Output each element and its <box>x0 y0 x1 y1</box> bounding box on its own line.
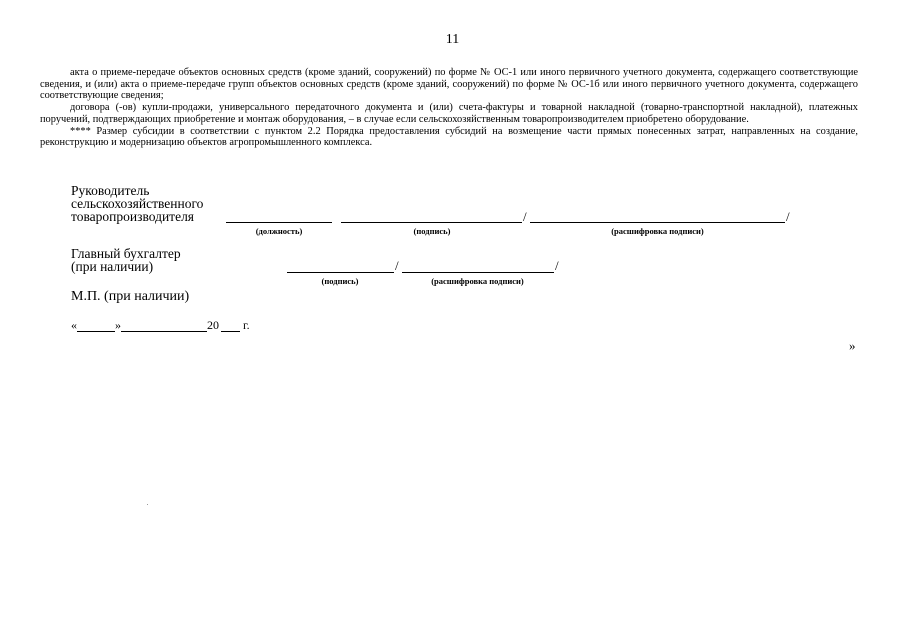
head-caption-position: (должность) <box>255 226 303 236</box>
head-decoding-line <box>530 222 785 223</box>
paragraph-footnote: **** Размер субсидии в соответствии с пунктом 2.2 Порядка предоставления субсидий на возмещение части прямых понесенных затрат, направленных на создание, реконструкцию и модернизацию объектов агропромышленного комплекса. <box>40 125 858 149</box>
paragraph-contract: договора (-ов) купли-продажи, универсального передаточного документа и (или) счета-фактуры и товарной накладной (товарно-транспортной накладной), платежных поручений, подтверждающих приобретение и монтаж оборудования, – в случае если сельскохозяйственным товаропроизводителем приобретено оборудование. <box>40 102 858 125</box>
page-number: 11 <box>445 32 460 47</box>
accountant-signature-line <box>287 272 394 273</box>
date-close-quote: » <box>115 318 121 332</box>
paragraph-act: акта о приеме-передаче объектов основных средств (кроме зданий, сооружений) по форме № ОС-1 или иного первичного учетного документа, содержащего соответствующие сведения, и (или) акта о приеме-передаче групп объектов основных средств (кроме зданий, сооружений) по форме № ОС-1б или иного первичного учетного документа, содержащего соответствующие сведения; <box>40 67 858 102</box>
head-slash-left: / <box>523 209 527 224</box>
head-label-line1: Руководитель <box>71 183 150 198</box>
date-day-blank <box>77 320 115 332</box>
accountant-slash-right: / <box>555 258 559 273</box>
accountant-slash-left: / <box>395 258 399 273</box>
head-label-line3: товаропроизводителя <box>71 209 195 224</box>
head-caption-decoding: (расшифровка подписи) <box>611 226 704 236</box>
date-row <box>71 318 250 332</box>
accountant-label-line1: Главный бухгалтер <box>71 246 181 261</box>
stamp-label: М.П. (при наличии) <box>71 289 190 304</box>
date-year-suffix: г. <box>243 318 250 332</box>
head-label-line2: сельскохозяйственного <box>71 196 204 211</box>
accountant-caption-decoding: (расшифровка подписи) <box>431 276 524 286</box>
head-caption-signature: (подпись) <box>413 226 451 236</box>
head-signature-line <box>341 222 522 223</box>
accountant-decoding-line <box>402 272 554 273</box>
date-year-prefix: 20 <box>207 318 219 332</box>
head-position-line <box>226 222 332 223</box>
closing-quote: » <box>849 338 856 353</box>
date-year-blank <box>221 320 240 332</box>
document-body <box>40 67 858 149</box>
accountant-label-line2: (при наличии) <box>71 259 154 274</box>
scan-speck <box>147 504 148 505</box>
accountant-caption-signature: (подпись) <box>321 276 359 286</box>
date-month-blank <box>121 320 207 332</box>
head-slash-right: / <box>786 209 790 224</box>
date-open-quote: « <box>71 318 77 332</box>
